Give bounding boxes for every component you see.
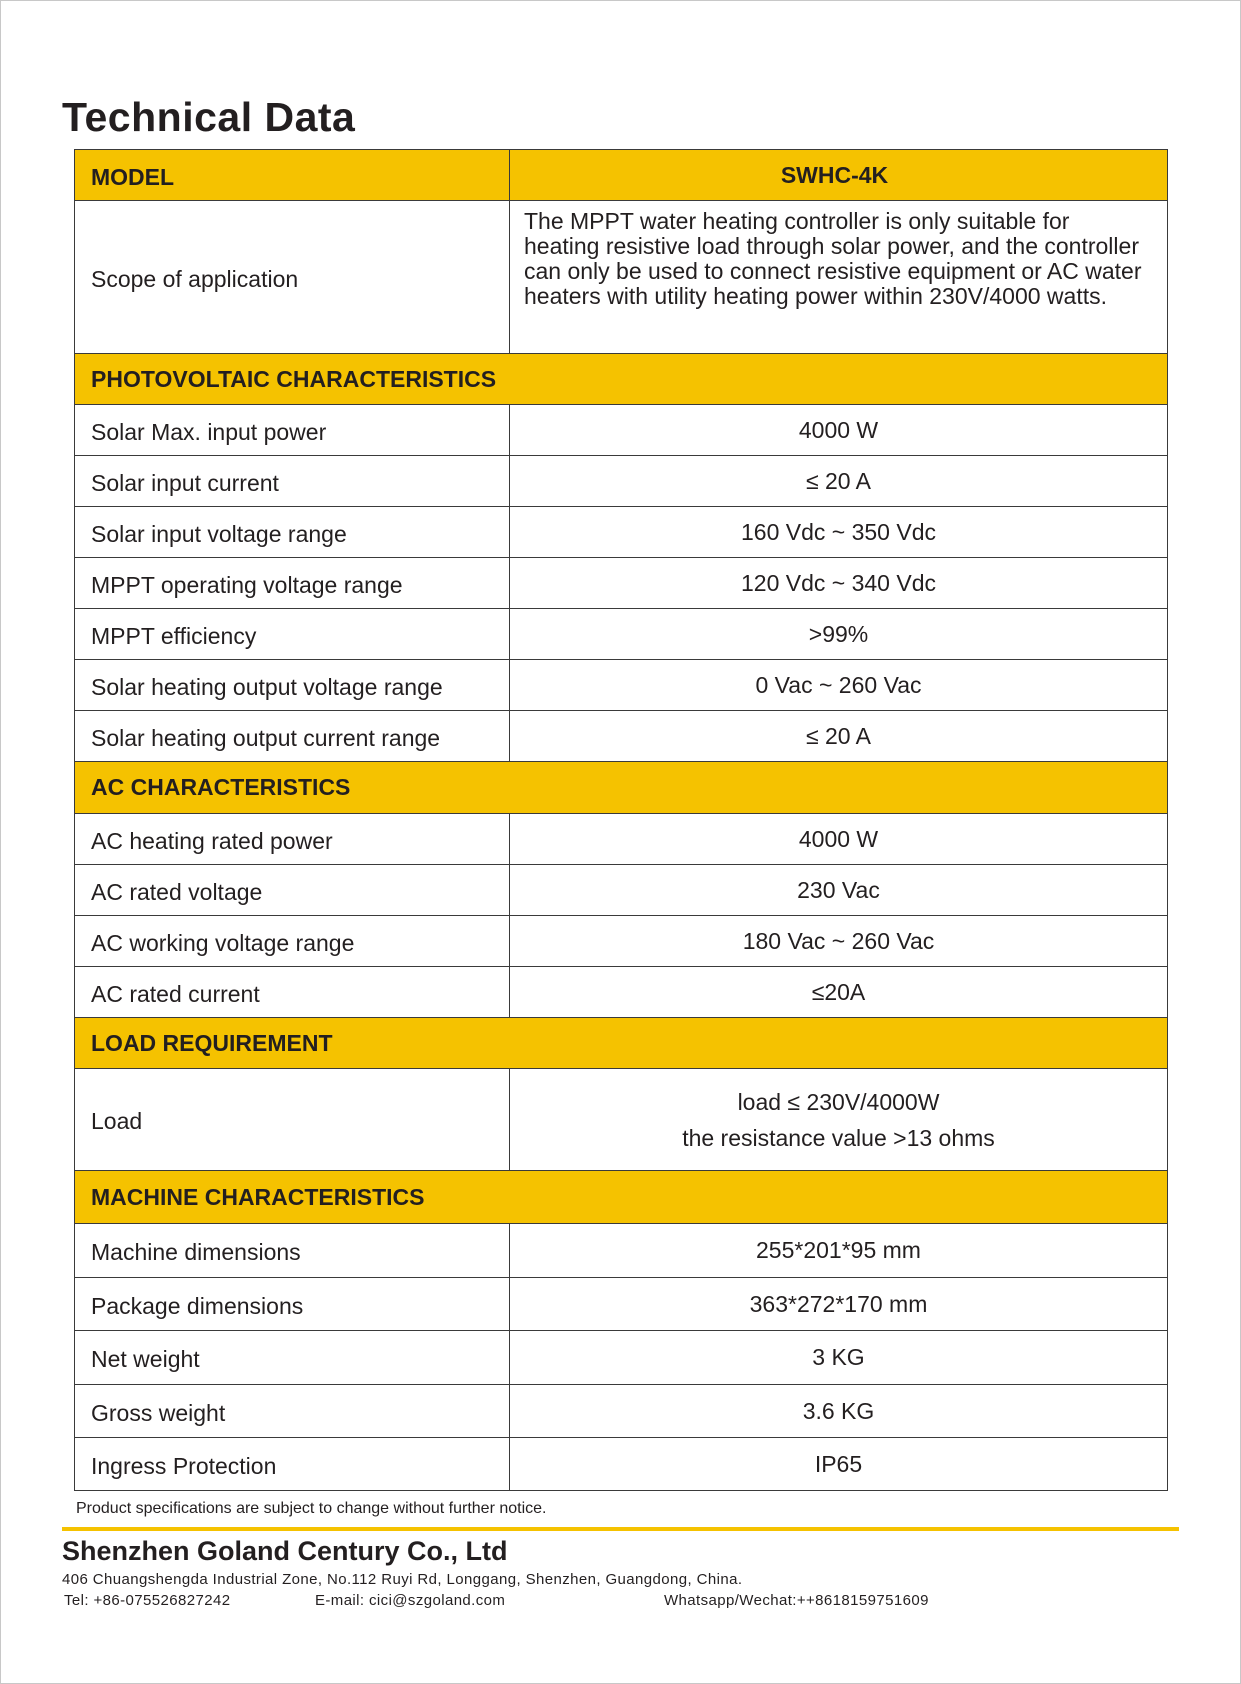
load-line-1: load ≤ 230V/4000W [737, 1088, 940, 1115]
spec-row [75, 711, 1168, 762]
contact-email: E-mail: cici@szgoland.com [315, 1592, 506, 1609]
page-title: Technical Data [62, 94, 356, 140]
load-label: Load [75, 1069, 510, 1171]
spec-value: IP65 [510, 1438, 1168, 1491]
section-ac [75, 762, 1168, 814]
spec-row [75, 456, 1168, 507]
load-line-2: the resistance value >13 ohms [682, 1124, 995, 1151]
spec-label: Ingress Protection [75, 1438, 510, 1491]
spec-label: AC rated voltage [75, 865, 510, 916]
spec-label: AC rated current [75, 967, 510, 1018]
company-address: 406 Chuangshengda Industrial Zone, No.112 Ruyi Rd, Longgang, Shenzhen, Guangdong, China. [62, 1571, 743, 1588]
spec-value: 120 Vdc ~ 340 Vdc [510, 558, 1168, 609]
model-header-row [75, 150, 1168, 201]
spec-value: 3.6 KG [510, 1385, 1168, 1438]
spec-row [75, 660, 1168, 711]
spec-label: Solar heating output voltage range [75, 660, 510, 711]
section-title: LOAD REQUIREMENT [75, 1018, 1168, 1069]
spec-row [75, 967, 1168, 1018]
section-load [75, 1018, 1168, 1069]
section-machine [75, 1171, 1168, 1224]
spec-label: Gross weight [75, 1385, 510, 1438]
model-label: MODEL [75, 150, 510, 201]
spec-value: 4000 W [510, 405, 1168, 456]
spec-row [75, 1331, 1168, 1385]
spec-value: 363*272*170 mm [510, 1278, 1168, 1331]
spec-row [75, 609, 1168, 660]
section-photovoltaic [75, 354, 1168, 405]
spec-value: ≤20A [510, 967, 1168, 1018]
scope-value: The MPPT water heating controller is only suitable for heating resistive load through solar power, and the controller can only be used to connect resistive equipment or AC water heaters with utility heating power within 230V/4000 watts. [510, 201, 1168, 354]
spec-value: ≤ 20 A [510, 456, 1168, 507]
spec-value: 0 Vac ~ 260 Vac [510, 660, 1168, 711]
spec-row [75, 507, 1168, 558]
spec-label: Solar heating output current range [75, 711, 510, 762]
spec-label: Solar Max. input power [75, 405, 510, 456]
spec-label: Solar input current [75, 456, 510, 507]
spec-row [75, 1278, 1168, 1331]
disclaimer-note: Product specifications are subject to change without further notice. [76, 1500, 547, 1517]
company-name: Shenzhen Goland Century Co., Ltd [62, 1536, 508, 1566]
spec-label: Net weight [75, 1331, 510, 1385]
model-value: SWHC-4K [510, 150, 1168, 201]
spec-value: 3 KG [510, 1331, 1168, 1385]
technical-data-table [74, 149, 1168, 1491]
spec-row [75, 1385, 1168, 1438]
spec-value: >99% [510, 609, 1168, 660]
section-title: AC CHARACTERISTICS [75, 762, 1168, 814]
spec-value: 180 Vac ~ 260 Vac [510, 916, 1168, 967]
spec-label: Package dimensions [75, 1278, 510, 1331]
section-title: PHOTOVOLTAIC CHARACTERISTICS [75, 354, 1168, 405]
scope-label: Scope of application [75, 201, 510, 354]
spec-row [75, 1224, 1168, 1278]
contact-tel: Tel: +86-075526827242 [64, 1592, 231, 1609]
spec-label: Solar input voltage range [75, 507, 510, 558]
spec-row [75, 865, 1168, 916]
section-title: MACHINE CHARACTERISTICS [75, 1171, 1168, 1224]
spec-label: MPPT efficiency [75, 609, 510, 660]
load-row [75, 1069, 1168, 1171]
spec-label: AC working voltage range [75, 916, 510, 967]
spec-row [75, 405, 1168, 456]
spec-value: 230 Vac [510, 865, 1168, 916]
footer-divider [62, 1527, 1179, 1531]
spec-value: ≤ 20 A [510, 711, 1168, 762]
spec-label: MPPT operating voltage range [75, 558, 510, 609]
spec-value: 160 Vdc ~ 350 Vdc [510, 507, 1168, 558]
spec-label: Machine dimensions [75, 1224, 510, 1278]
spec-value: 4000 W [510, 814, 1168, 865]
spec-value: 255*201*95 mm [510, 1224, 1168, 1278]
spec-row [75, 916, 1168, 967]
load-value [510, 1069, 1168, 1171]
spec-row [75, 1438, 1168, 1491]
scope-row [75, 201, 1168, 354]
spec-row [75, 814, 1168, 865]
contact-whatsapp: Whatsapp/Wechat:++8618159751609 [664, 1592, 929, 1609]
spec-row [75, 558, 1168, 609]
spec-label: AC heating rated power [75, 814, 510, 865]
